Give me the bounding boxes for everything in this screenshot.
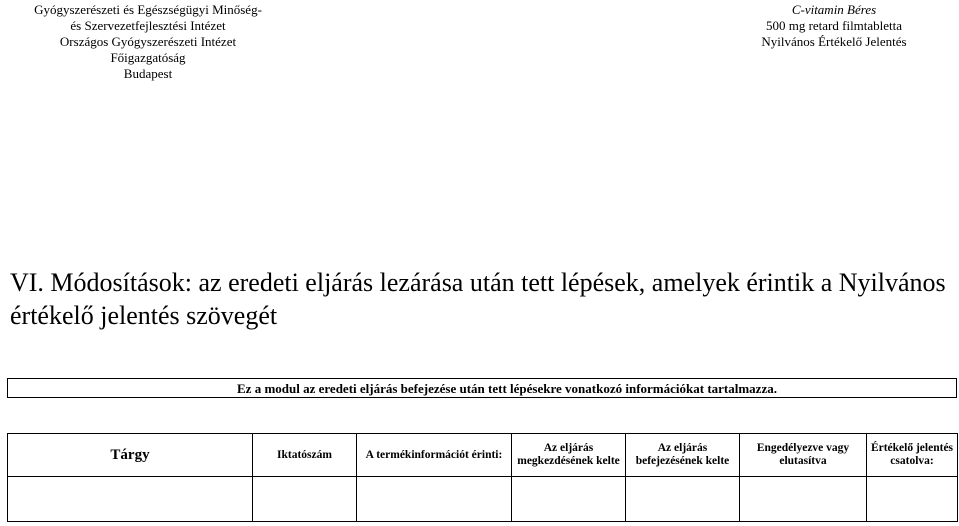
- col-header-approved-or-rejected: Engedélyezve vagy elutasítva: [740, 434, 867, 477]
- module-note: Ez a modul az eredeti eljárás befejezése után tett lépésekre vonatkozó információkat tartalmazza.: [7, 378, 957, 398]
- report-title: Nyilvános Értékelő Jelentés: [761, 34, 907, 49]
- col-header-procedure-end-date: Az eljárás befejezésének kelte: [626, 434, 740, 477]
- product-header: [729, 2, 939, 50]
- table-row: [8, 477, 958, 522]
- table-cell: [8, 477, 253, 522]
- col-header-procedure-start-date: Az eljárás megkezdésének kelte: [512, 434, 626, 477]
- product-name: C-vitamin Béres: [791, 2, 877, 17]
- table-header-row: [8, 434, 958, 477]
- table-cell: [626, 477, 740, 522]
- table-cell: [253, 477, 357, 522]
- agency-line: Budapest: [123, 66, 173, 81]
- col-header-affects-product-info: A termékinformációt érinti:: [357, 434, 512, 477]
- table-cell: [512, 477, 626, 522]
- agency-header: [28, 2, 268, 82]
- col-header-reference-number: Iktatószám: [253, 434, 357, 477]
- product-form: 500 mg retard filmtabletta: [765, 18, 903, 33]
- table-cell: [357, 477, 512, 522]
- table-cell: [867, 477, 958, 522]
- col-header-subject: Tárgy: [8, 434, 253, 477]
- agency-line: Főigazgatóság: [110, 50, 186, 65]
- col-header-assessment-report-attached: Értékelő jelentés csatolva:: [867, 434, 958, 477]
- agency-line: Országos Gyógyszerészeti Intézet: [59, 34, 237, 49]
- agency-line: Gyógyszerészeti és Egészségügyi Minőség-: [34, 2, 262, 17]
- modifications-table: [7, 433, 958, 522]
- section-heading: VI. Módosítások: az eredeti eljárás lezárása után tett lépések, amelyek érintik a Nyilvános értékelő jelentés szövegét: [10, 268, 946, 330]
- table-cell: [740, 477, 867, 522]
- agency-line: és Szervezetfejlesztési Intézet: [70, 18, 226, 33]
